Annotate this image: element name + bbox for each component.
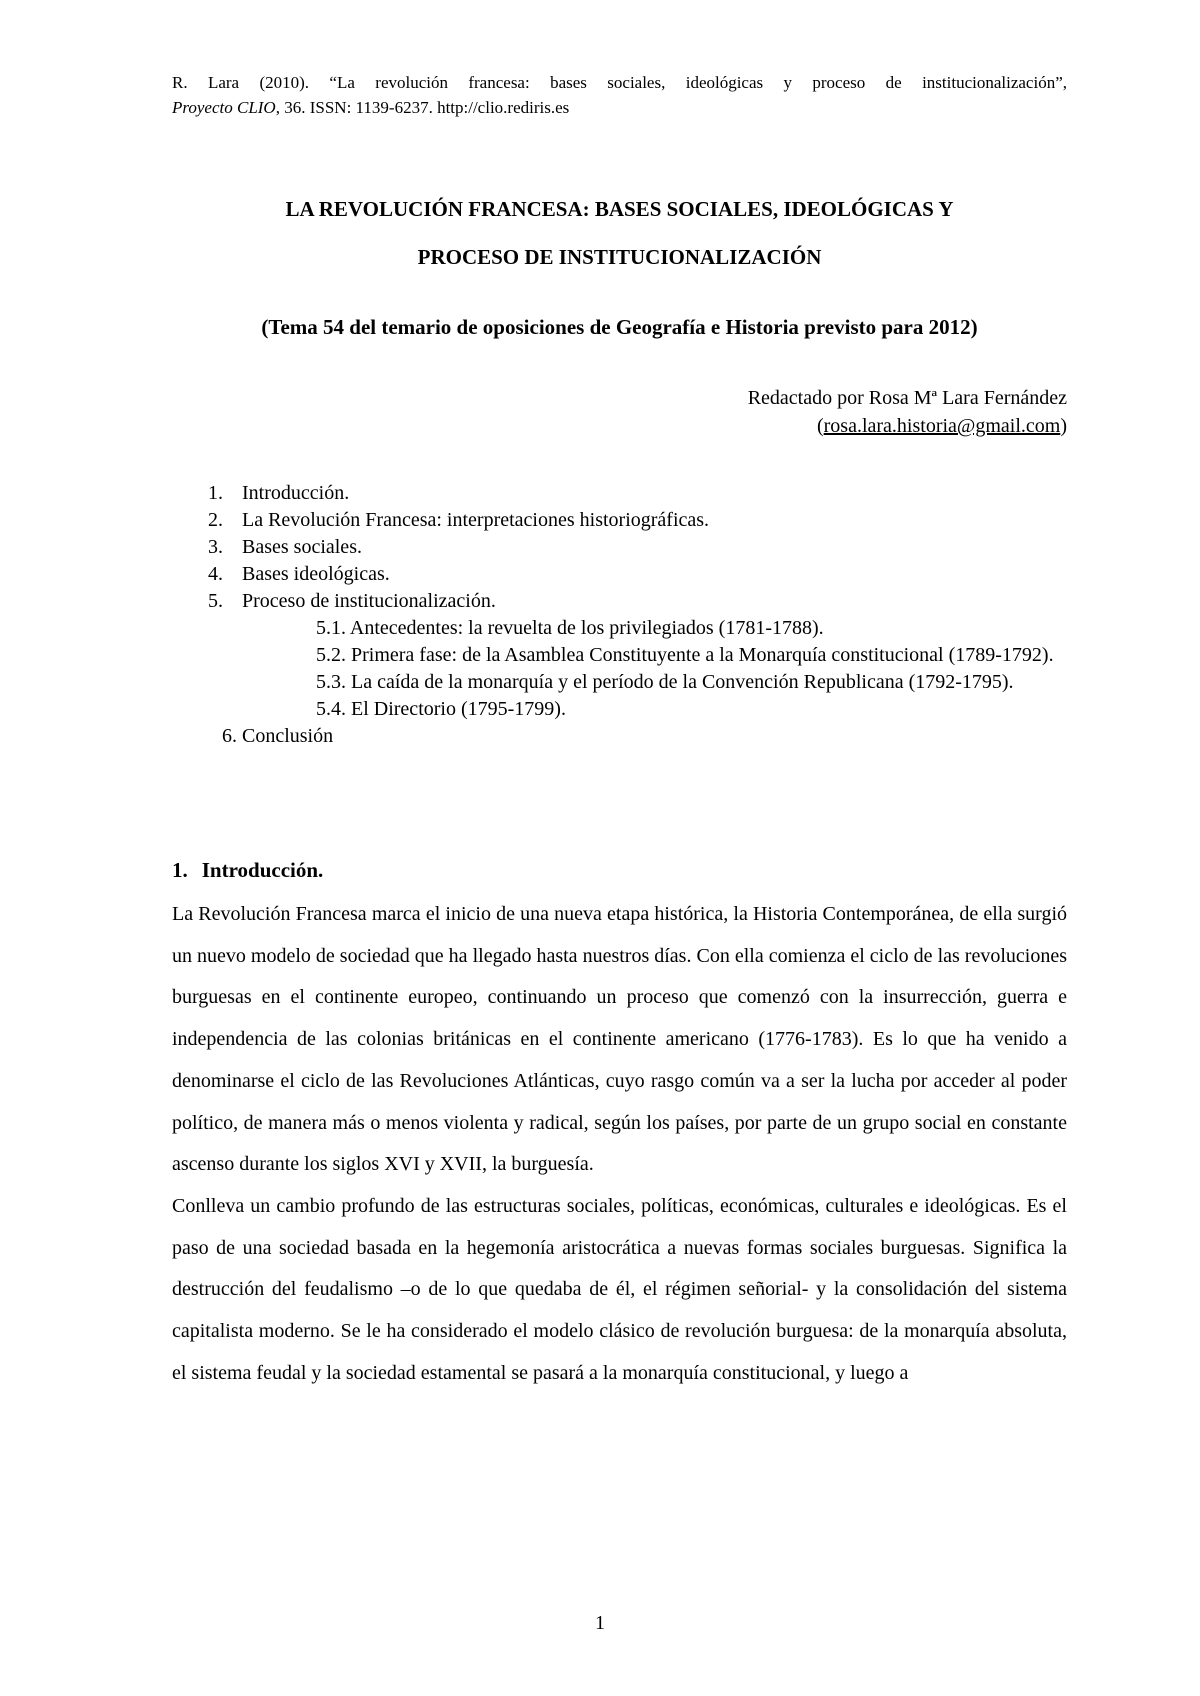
toc-item: 1. Introducción. [208, 482, 350, 504]
section-title: Introducción. [201, 858, 324, 882]
toc-item: 4. Bases ideológicas. [208, 563, 390, 585]
toc-item: 3. Bases sociales. [208, 536, 362, 558]
toc-conclusion: 6. Conclusión [222, 725, 334, 747]
table-of-contents [208, 480, 1067, 750]
document-title [172, 185, 1067, 281]
citation-details: , 36. ISSN: 1139-6237. http://clio.rediris.es [275, 98, 570, 117]
toc-item: 5. Proceso de institucionalización. [208, 590, 496, 612]
author-email-link[interactable]: rosa.lara.historia@gmail.com [823, 415, 1061, 437]
journal-name: Proyecto CLIO [172, 98, 276, 117]
toc-subitem: 5.4. El Directorio (1795-1799). [316, 698, 566, 720]
page-number: 1 [595, 1612, 605, 1634]
toc-item: 2. La Revolución Francesa: interpretaciones historiográficas. [208, 509, 710, 531]
citation-line-1: R. Lara (2010). “La revolución francesa: bases sociales, ideológicas y proceso de institucionalización”, [172, 73, 1067, 92]
section-number: 1. [172, 858, 188, 882]
toc-subitem: 5.2. Primera fase: de la Asamblea Constituyente a la Monarquía constitucional (1789-1792). [316, 644, 1054, 666]
section-heading [172, 858, 323, 883]
section-body [172, 894, 1067, 1394]
document-subtitle: (Tema 54 del temario de oposiciones de Geografía e Historia previsto para 2012) [261, 315, 978, 339]
body-paragraph: Conlleva un cambio profundo de las estructuras sociales, políticas, económicas, culturales e ideológicas. Es el paso de una sociedad basada en la hegemonía aristocrática a nuevas formas sociales burguesas. Significa la destrucción del feudalismo –o de lo que quedaba de él, el régimen señorial- y la consolidación del sistema capitalista moderno. Se le ha considerado el modelo clásico de revolución burguesa: de la monarquía absoluta, el sistema feudal y la sociedad estamental se pasará a la monarquía constitucional, y luego a [172, 1194, 1067, 1384]
title-line-1: LA REVOLUCIÓN FRANCESA: BASES SOCIALES, IDEOLÓGICAS Y [285, 197, 954, 221]
citation-header [172, 70, 1067, 120]
body-paragraph: La Revolución Francesa marca el inicio de una nueva etapa histórica, la Historia Contemporánea, de ella surgió un nuevo modelo de sociedad que ha llegado hasta nuestros días. Con ella comienza el ciclo de las revoluciones burguesas en el continente europeo, continuando un proceso que comenzó con la insurrección, guerra e independencia de las colonias británicas en el continente americano (1776-1783). Es lo que ha venido a denominarse el ciclo de las Revoluciones Atlánticas, cuyo rasgo común va a ser la lucha por acceder al poder político, de manera más o menos violenta y radical, según los países, por parte de un grupo social en constante ascenso durante los siglos XVI y XVII, la burguesía. [172, 903, 1067, 1176]
author-byline: Redactado por Rosa Mª Lara Fernández [747, 387, 1067, 409]
toc-subitem: 5.1. Antecedentes: la revuelta de los privilegiados (1781-1788). [316, 617, 824, 639]
title-line-2: PROCESO DE INSTITUCIONALIZACIÓN [417, 245, 822, 269]
author-block [748, 384, 1067, 440]
author-email-line: (rosa.lara.historia@gmail.com) [816, 415, 1067, 437]
toc-subitem: 5.3. La caída de la monarquía y el período de la Convención Republicana (1792-1795). [316, 671, 1014, 693]
citation-line-2 [172, 95, 1067, 120]
